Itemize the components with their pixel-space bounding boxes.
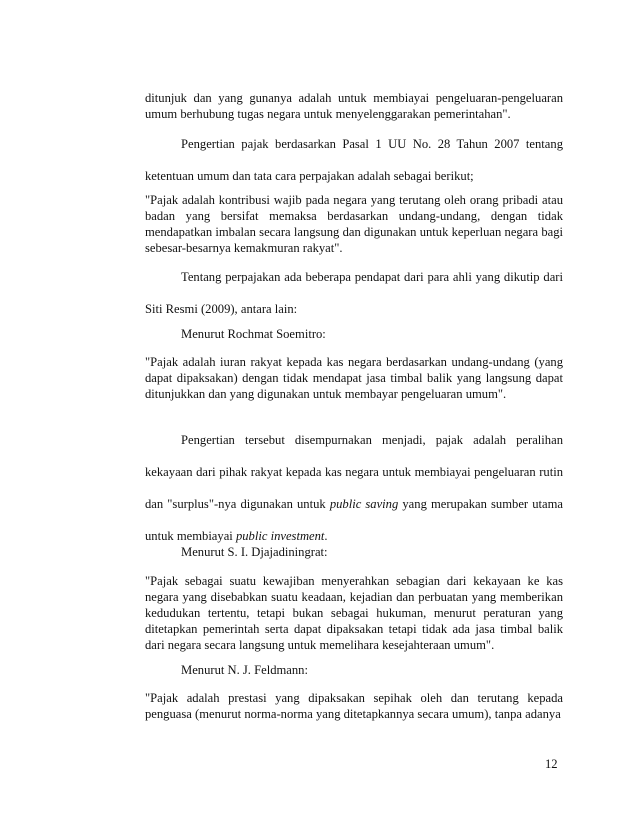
expert-label-rochmat: Menurut Rochmat Soemitro: — [181, 327, 326, 341]
paragraph-experts-intro: Tentang perpajakan ada beberapa pendapat dari para ahli yang dikutip dari Siti Resmi (2009), antara lain: — [145, 270, 563, 316]
expert-label-djajadiningrat: Menurut S. I. Djajadiningrat: — [181, 545, 328, 559]
paragraph-continuation: ditunjuk dan yang gunanya adalah untuk membiayai pengeluaran-pengeluaran umum berhubung tugas negara untuk menyelenggarakan pemerintahan". — [145, 91, 563, 121]
term-public-saving: public saving — [329, 497, 399, 511]
paragraph-refinement-middle: yang merupakan sumber utama untuk membiayai — [145, 497, 563, 543]
quote-uu-definition: "Pajak adalah kontribusi wajib pada negara yang terutang oleh orang pribadi atau badan yang bersifat memaksa berdasarkan undang-undang, dengan tidak mendapatkan imbalan secara langsung dan digunakan untuk keperluan negara bagi sebesar-besarnya kemakmuran rakyat". — [145, 193, 563, 255]
term-public-investment: public investment — [235, 529, 325, 543]
expert-label-feldmann: Menurut N. J. Feldmann: — [181, 663, 308, 677]
quote-feldmann: "Pajak adalah prestasi yang dipaksakan sepihak oleh dan terutang kepada penguasa (menurut norma-norma yang ditetapkannya secara umum), tanpa adanya — [145, 691, 563, 721]
quote-rochmat: "Pajak adalah iuran rakyat kepada kas negara berdasarkan undang-undang (yang dapat dipaksakan) dengan tidak mendapat jasa timbal balik yang langsung dapat ditunjukkan dan yang digunakan untuk membayar pengeluaran umum". — [145, 355, 563, 401]
quote-djajadiningrat: "Pajak sebagai suatu kewajiban menyerahkan sebagian dari kekayaan ke kas negara yang disebabkan suatu keadaan, kejadian dan perbuatan yang memberikan kedudukan tertentu, tetapi bukan sebagai hukuman, menurut peraturan yang ditetapkan pemerintah serta dapat dipaksakan tetapi tidak ada jasa timbal balik dari negara secara langsung untuk memelihara kesejahteraan umum". — [145, 574, 563, 652]
paragraph-definition-intro: Pengertian pajak berdasarkan Pasal 1 UU No. 28 Tahun 2007 tentang ketentuan umum dan tata cara perpajakan adalah sebagai berikut; — [145, 137, 563, 183]
paragraph-refinement — [145, 424, 563, 552]
paragraph-refinement-text: Pengertian tersebut disempurnakan menjadi, pajak adalah peralihan kekayaan dari pihak rakyat kepada kas negara untuk membiayai pengeluaran rutin dan "surplus"-nya digunakan untuk — [145, 433, 563, 511]
paragraph-refinement-end: . — [324, 529, 328, 543]
page-number: 12 — [545, 757, 558, 771]
